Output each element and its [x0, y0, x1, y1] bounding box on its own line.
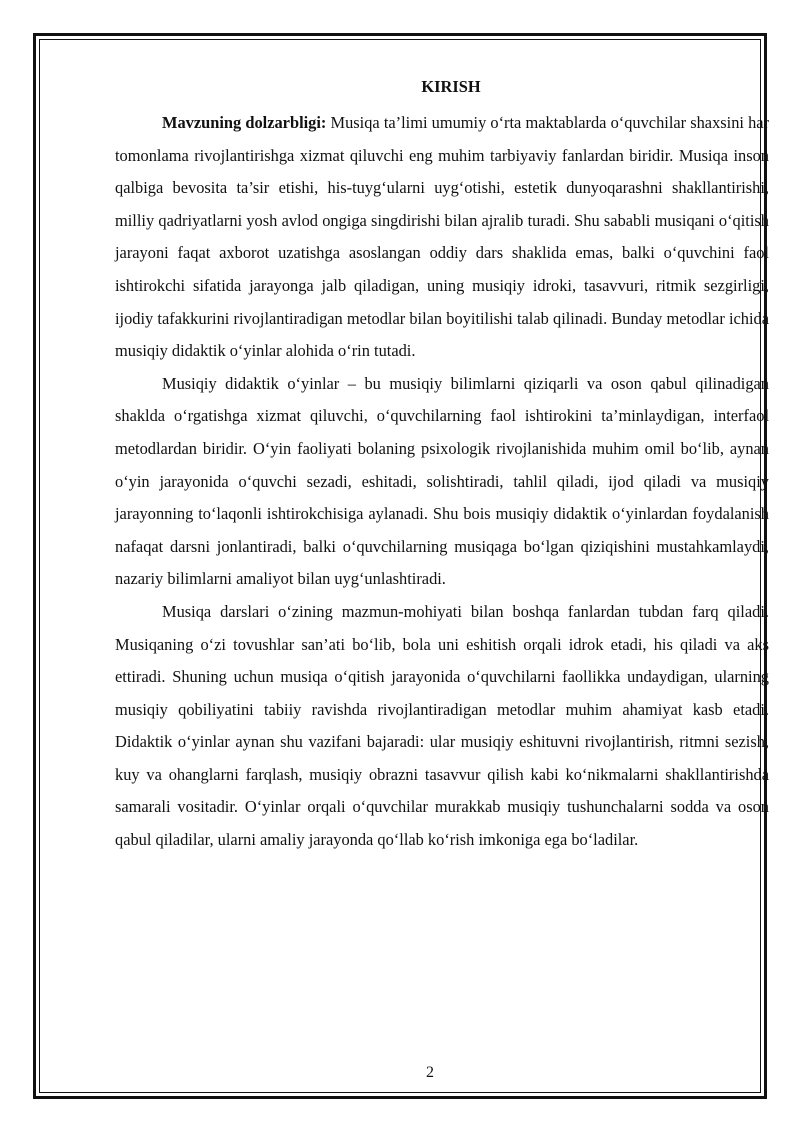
paragraph-text: Musiqa darslari o‘zining mazmun-mohiyati bilan boshqa fanlardan tubdan farq qiladi. Musiqaning o‘zi tovushlar san’ati bo‘lib, bola uni eshitish orqali idrok etadi, his qiladi va aks ettiradi. Shuning uchun musiqa o‘qitish jarayonida o‘quvchilarni faollikka undaydigan, ularning musiqiy qobiliyatini tabiiy ravishda rivojlantiradigan metodlar muhim ahamiyat kasb etadi. Didaktik o‘yinlar aynan shu vazifani bajaradi: ular musiqiy eshituvni rivojlantirish, ritmni sezish, kuy va ohanglarni farqlash, musiqiy obrazni tasavvur qilish kabi ko‘nikmalarni shakllantirishda samarali vositadir. O‘yinlar orqali o‘quvchilar murakkab musiqiy tushunchalarni sodda va oson qabul qiladilar, ularni amaliy jarayonda qo‘llab ko‘rish imkoniga ega bo‘ladilar. — [115, 601, 769, 850]
paragraph-music-lessons — [115, 596, 769, 857]
paragraph-text: Musiqa ta’limi umumiy o‘rta maktablarda o‘quvchilar shaxsini har tomonlama rivojlantirishga xizmat qiluvchi eng muhim tarbiyaviy fanlardan biridir. Musiqa inson qalbiga bevosita ta’sir etishi, his-tuyg‘ularni uyg‘otishi, estetik dunyoqarashni shakllantirishi, milliy qadriyatlarni yosh avlod ongiga singdirishi bilan ajralib turadi. Shu sababli musiqani o‘qitish jarayoni faqat axborot uzatishga asoslangan oddiy dars shaklida emas, balki o‘quvchini faol ishtirokchi sifatida jarayonga jalb qiladigan, uning musiqiy idroki, tasavvuri, ritmik sezgirligi, ijodiy tafakkurini rivojlantiradigan metodlar bilan boyitilishi talab qilinadi. Bunday metodlar ichida musiqiy didaktik o‘yinlar alohida o‘rin tutadi. — [115, 113, 770, 361]
document-body — [115, 76, 769, 857]
paragraph-lead: Mavzuning dolzarbligi: — [162, 113, 327, 132]
page-number: 2 — [426, 1064, 434, 1081]
section-heading: KIRISH — [421, 77, 481, 96]
paragraph-didactic-games — [115, 368, 769, 596]
paragraph-text: Musiqiy didaktik o‘yinlar – bu musiqiy bilimlarni qiziqarli va oson qabul qilinadigan shaklda o‘rgatishga xizmat qiluvchi, o‘quvchilarning faol ishtirokini ta’minlaydigan, interfaol metodlardan biridir. O‘yin faoliyati bolaning psixologik rivojlanishida muhim omil bo‘lib, aynan o‘yin jarayonida o‘quvchi sezadi, eshitadi, solishtiradi, tahlil qiladi, ijod qiladi va musiqiy jarayonning to‘laqonli ishtirokchisiga aylanadi. Shu bois musiqiy didaktik o‘yinlardan foydalanish nafaqat darsni jonlantiradi, balki o‘quvchilarning musiqaga bo‘lgan qiziqishini mustahkamlaydi, nazariy bilimlarni amaliyot bilan uyg‘unlashtiradi. — [115, 373, 769, 589]
paragraph-relevance — [115, 107, 769, 368]
